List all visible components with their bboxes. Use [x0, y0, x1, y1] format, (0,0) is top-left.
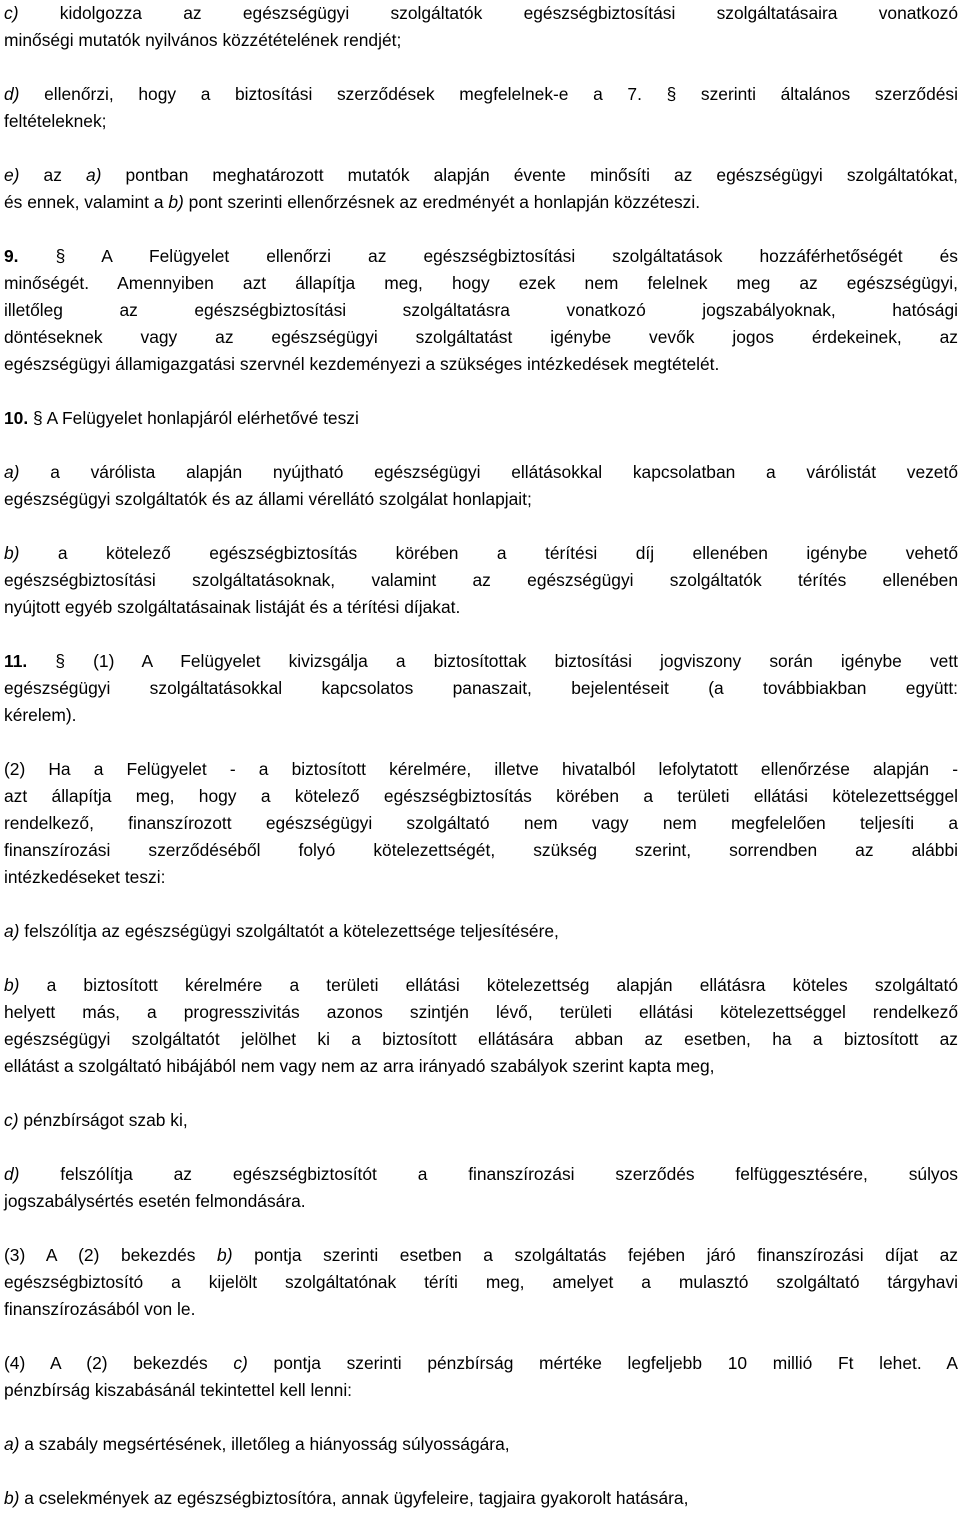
point-letter: b): [4, 975, 20, 995]
text-run: kérelem).: [4, 705, 77, 725]
text-line: [4, 0, 958, 27]
paragraph-s11-3: [4, 1242, 958, 1323]
text-line: [4, 1269, 958, 1296]
paragraph-gap: [4, 135, 958, 162]
text-run: egészségügyi szolgáltatót jelölhet ki a biztosított ellátására abban az esetben, ha a biztosított az: [4, 1029, 958, 1049]
paragraph-s10: [4, 405, 958, 432]
text-run: (1) A Felügyelet kivizsgálja a biztosítottak biztosítási jogviszony során igénybe vett: [65, 651, 958, 671]
text-line: [4, 1350, 958, 1377]
paragraph-s11-2: [4, 756, 958, 891]
point-letter: c): [233, 1353, 248, 1373]
text-run: minőségét. Amennyiben azt állapítja meg, hogy ezek nem felelnek meg az egészségügyi,: [4, 273, 958, 293]
text-line: [4, 27, 958, 54]
text-run: helyett más, a progresszivitás azonos szintjén lévő, területi ellátási kötelezettséggel rendelkező: [4, 1002, 958, 1022]
text-run: és ennek, valamint a: [4, 192, 169, 212]
text-run: A Felügyelet ellenőrzi az egészségbiztosítási szolgáltatások hozzáférhetőségét és: [65, 246, 958, 266]
paragraph-gap: [4, 1134, 958, 1161]
point-letter: d): [4, 84, 20, 104]
text-run: a kötelező egészségbiztosítás körében a térítési díj ellenében igénybe vehető: [19, 543, 958, 563]
paragraph-gap: [4, 513, 958, 540]
text-line: [4, 351, 958, 378]
text-run: nyújtott egyéb szolgáltatásainak listáját és a térítési díjakat.: [4, 597, 461, 617]
point-letter: e): [4, 165, 20, 185]
document-page: [4, 0, 958, 1512]
text-line: [4, 783, 958, 810]
text-run: [27, 651, 55, 671]
point-letter: a): [4, 921, 20, 941]
paragraph-c: [4, 0, 958, 54]
point-letter: b): [168, 192, 184, 212]
point-letter: d): [4, 1164, 20, 1184]
text-run: (3) A (2) bekezdés: [4, 1245, 218, 1265]
text-line: [4, 189, 958, 216]
text-line: [4, 594, 958, 621]
paragraph-gap: [4, 1080, 958, 1107]
paragraph-s10a: [4, 459, 958, 513]
text-line: [4, 648, 958, 675]
point-letter: b): [4, 543, 20, 563]
text-line: [4, 540, 958, 567]
text-line: [4, 810, 958, 837]
text-line: [4, 1377, 958, 1404]
text-run: finanszírozási szerződéséből folyó kötelezettségét, szükség szerint, sorrendben az alábbi: [4, 840, 958, 860]
text-run: döntéseknek vagy az egészségügyi szolgáltatást igénybe vevők jogos érdekeinek, az: [4, 327, 958, 347]
text-line: [4, 162, 958, 189]
text-line: [4, 972, 958, 999]
paragraph-gap: [4, 945, 958, 972]
paragraph-gap: [4, 432, 958, 459]
text-line: [4, 702, 958, 729]
point-letter: a): [4, 462, 20, 482]
section-number: 11.: [4, 651, 28, 671]
text-line: [4, 1188, 958, 1215]
text-run: az: [19, 165, 86, 185]
text-line: [4, 918, 958, 945]
paragraph-gap: [4, 378, 958, 405]
paragraph-gap: [4, 1404, 958, 1431]
text-run: szerinti általános szerződési: [676, 84, 958, 104]
paragraph-gap: [4, 729, 958, 756]
paragraph-s11: [4, 648, 958, 729]
text-run: [19, 246, 56, 266]
text-run: felszólítja az egészségbiztosítót a finanszírozási szerződés felfüggesztésére, súlyos: [19, 1164, 958, 1184]
text-line: [4, 1161, 958, 1188]
paragraph-s11-2c: [4, 1107, 958, 1134]
text-run: feltételeknek;: [4, 111, 107, 131]
paragraph-s10b: [4, 540, 958, 621]
text-line: [4, 567, 958, 594]
text-run: illetőleg az egészségbiztosítási szolgáltatásra vonatkozó jogszabályoknak, hatósági: [4, 300, 958, 320]
text-run: azt állapítja meg, hogy a kötelező egészségbiztosítás körében a területi ellátási kötelezettséggel: [4, 786, 958, 806]
paragraph-s11-2d: [4, 1161, 958, 1215]
text-run: a várólista alapján nyújtható egészségügyi ellátásokkal kapcsolatban a várólistát vezető: [19, 462, 958, 482]
text-line: [4, 675, 958, 702]
point-letter: a): [85, 165, 102, 185]
paragraph-d: [4, 81, 958, 135]
paragraph-s11-4a: [4, 1431, 958, 1458]
text-line: [4, 1431, 958, 1458]
text-line: [4, 270, 958, 297]
text-run: pénzbírságot szab ki,: [18, 1110, 188, 1130]
point-letter: b): [217, 1245, 233, 1265]
text-line: [4, 486, 958, 513]
text-run: pénzbírság kiszabásánál tekintettel kell lenni:: [4, 1380, 353, 1400]
text-run: egészségügyi szolgáltatók és az állami vérellátó szolgálat honlapjait;: [4, 489, 532, 509]
text-line: [4, 1485, 958, 1512]
text-run: pontban meghatározott mutatók alapján évente minősíti az egészségügyi szolgáltatókat,: [101, 165, 959, 185]
paragraph-gap: [4, 54, 958, 81]
text-line: [4, 756, 958, 783]
text-line: [4, 108, 958, 135]
text-line: [4, 1242, 958, 1269]
text-run: a szabály megsértésének, illetőleg a hiányosság súlyosságára,: [19, 1434, 510, 1454]
text-run: jogszabálysértés esetén felmondására.: [4, 1191, 306, 1211]
section-sign: §: [666, 84, 677, 104]
text-line: [4, 864, 958, 891]
text-line: [4, 999, 958, 1026]
paragraph-s11-2b: [4, 972, 958, 1080]
section-sign: §: [33, 408, 43, 428]
paragraph-s9: [4, 243, 958, 378]
text-run: pontja szerinti pénzbírság mértéke legfeljebb 10 millió Ft lehet. A: [247, 1353, 958, 1373]
paragraph-gap: [4, 891, 958, 918]
paragraph-gap: [4, 216, 958, 243]
text-line: [4, 405, 958, 432]
paragraph-gap: [4, 621, 958, 648]
text-run: rendelkező, finanszírozott egészségügyi szolgáltató nem vagy nem megfelelően teljesíti a: [4, 813, 958, 833]
section-number: 10.: [4, 408, 29, 428]
paragraph-gap: [4, 1215, 958, 1242]
text-run: A Felügyelet honlapjáról elérhetővé teszi: [42, 408, 359, 428]
text-run: kidolgozza az egészségügyi szolgáltatók egészségbiztosítási szolgáltatásaira vonatkozó: [18, 3, 958, 23]
text-line: [4, 297, 958, 324]
paragraph-s11-4: [4, 1350, 958, 1404]
text-run: intézkedéseket teszi:: [4, 867, 166, 887]
text-run: egészségbiztosítási szolgáltatásoknak, valamint az egészségügyi szolgáltatók térítés ellenében: [4, 570, 958, 590]
text-run: egészségbiztosító a kijelölt szolgáltatónak téríti meg, amelyet a mulasztó szolgáltató tárgyhavi: [4, 1272, 958, 1292]
point-letter: a): [4, 1434, 20, 1454]
text-line: [4, 1026, 958, 1053]
paragraph-gap: [4, 1458, 958, 1485]
text-run: minőségi mutatók nyilvános közzétételének rendjét;: [4, 30, 402, 50]
text-run: finanszírozásából von le.: [4, 1299, 196, 1319]
text-run: a biztosított kérelmére a területi ellátási kötelezettség alapján ellátásra köteles szolgáltató: [19, 975, 958, 995]
point-letter: c): [4, 1110, 19, 1130]
text-run: egészségügyi szolgáltatásokkal kapcsolatos panaszait, bejelentéseit (a továbbiakban együtt:: [4, 678, 958, 698]
text-line: [4, 324, 958, 351]
text-line: [4, 1107, 958, 1134]
text-run: a cselekmények az egészségbiztosítóra, annak ügyfeleire, tagjaira gyakorolt hatására,: [19, 1488, 689, 1508]
text-run: ellenőrzi, hogy a biztosítási szerződések megfelelnek-e a 7.: [19, 84, 667, 104]
text-run: pont szerinti ellenőrzésnek az eredményét a honlapján közzéteszi.: [183, 192, 701, 212]
point-letter: b): [4, 1488, 20, 1508]
section-sign: §: [55, 246, 66, 266]
text-run: egészségügyi államigazgatási szervnél kezdeményezi a szükséges intézkedések megtételét.: [4, 354, 720, 374]
point-letter: c): [4, 3, 19, 23]
text-line: [4, 243, 958, 270]
text-line: [4, 81, 958, 108]
text-line: [4, 1296, 958, 1323]
paragraph-gap: [4, 1323, 958, 1350]
text-line: [4, 459, 958, 486]
paragraph-e: [4, 162, 958, 216]
text-run: (2) Ha a Felügyelet - a biztosított kérelmére, illetve hivatalból lefolytatott ellenőrzése alapján -: [4, 759, 958, 779]
paragraph-s11-4b: [4, 1485, 958, 1512]
paragraph-s11-2a: [4, 918, 958, 945]
text-run: felszólítja az egészségügyi szolgáltatót a kötelezettsége teljesítésére,: [19, 921, 559, 941]
text-run: (4) A (2) bekezdés: [4, 1353, 234, 1373]
section-number: 9.: [4, 246, 19, 266]
section-sign: §: [55, 651, 65, 671]
text-run: pontja szerinti esetben a szolgáltatás fejében járó finanszírozási díjat az: [232, 1245, 958, 1265]
text-line: [4, 1053, 958, 1080]
text-run: ellátást a szolgáltató hibájából nem vagy nem az arra irányadó szabályok szerint kapta meg,: [4, 1056, 715, 1076]
text-line: [4, 837, 958, 864]
